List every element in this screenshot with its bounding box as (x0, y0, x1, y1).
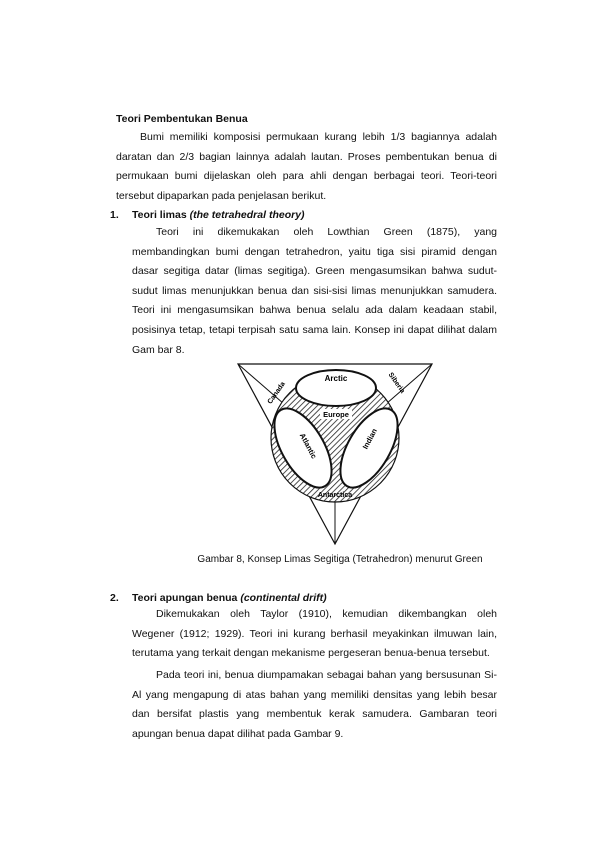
label-canada: Canada (266, 380, 287, 406)
section1-title (110, 209, 305, 221)
section2-title-text: Teori apungan benua (132, 592, 238, 604)
tetrahedron-diagram (236, 362, 434, 548)
section1-title-text: Teori limas (132, 209, 187, 221)
section2-body-1: Dikemukakan oleh Taylor (1910), kemudian dikembangkan oleh Wegener (1912; 1929). Teori ini kurang berhasil meyakinkan ilmuwan lain, terutama yang terkait dengan mekanisme pergeseran benua-benua tersebut. (132, 608, 497, 660)
section2-title-italic: (continental drift) (240, 592, 327, 604)
intro-paragraph: Bumi memiliki komposisi permukaan kurang lebih 1/3 bagiannya adalah daratan dan 2/3 bagian lainnya adalah lautan. Proses pembentukan benua di permukaan bumi dijelaskan oleh para ahli dengan berbagai teori. Teori-teori tersebut dipaparkan pada penjelasan berikut. (116, 131, 497, 202)
section1-body: Teori ini dikemukakan oleh Lowthian Green (1875), yang membandingkan bumi dengan tetrahedron, yaitu tiga sisi piramid dengan dasar segitiga datar (limas segitiga). Green mengasumsikan bahwa sudut-sudut limas menunjukkan benua dan sisi-sisi limas menunjukkan samudera. Teori ini mengasumsikan bahwa benua selalu ada dalam keadaan stabil, posisinya tetap, tetapi terpisah satu sama lain. Konsep ini dapat dilihat dalam Gam bar 8. (132, 226, 497, 356)
label-europe: Europe (323, 410, 349, 419)
section2-body-2: Pada teori ini, benua diumpamakan sebagai bahan yang bersusunan Si-Al yang mengapung di atas bahan yang memiliki densitas yang lebih besar dan bersifat plastis yang membentuk kerak samudera. Gambaran teori apungan benua dapat dilihat pada Gambar 9. (132, 669, 497, 740)
label-siberia: Siberia (386, 371, 406, 395)
section2-number: 2. (110, 592, 119, 604)
label-atlantic: Atlantic (297, 431, 319, 461)
figure-caption: Gambar 8, Konsep Limas Segitiga (Tetrahedron) menurut Green (197, 554, 483, 565)
section1-number: 1. (110, 209, 119, 221)
section-heading: Teori Pembentukan Benua (116, 113, 248, 125)
section2-title (110, 592, 327, 604)
label-antarctica: Antarctica (317, 492, 353, 499)
label-arctic: Arctic (324, 374, 348, 383)
label-indian: Indian (360, 426, 379, 451)
section1-title-italic: (the tetrahedral theory) (189, 209, 305, 221)
